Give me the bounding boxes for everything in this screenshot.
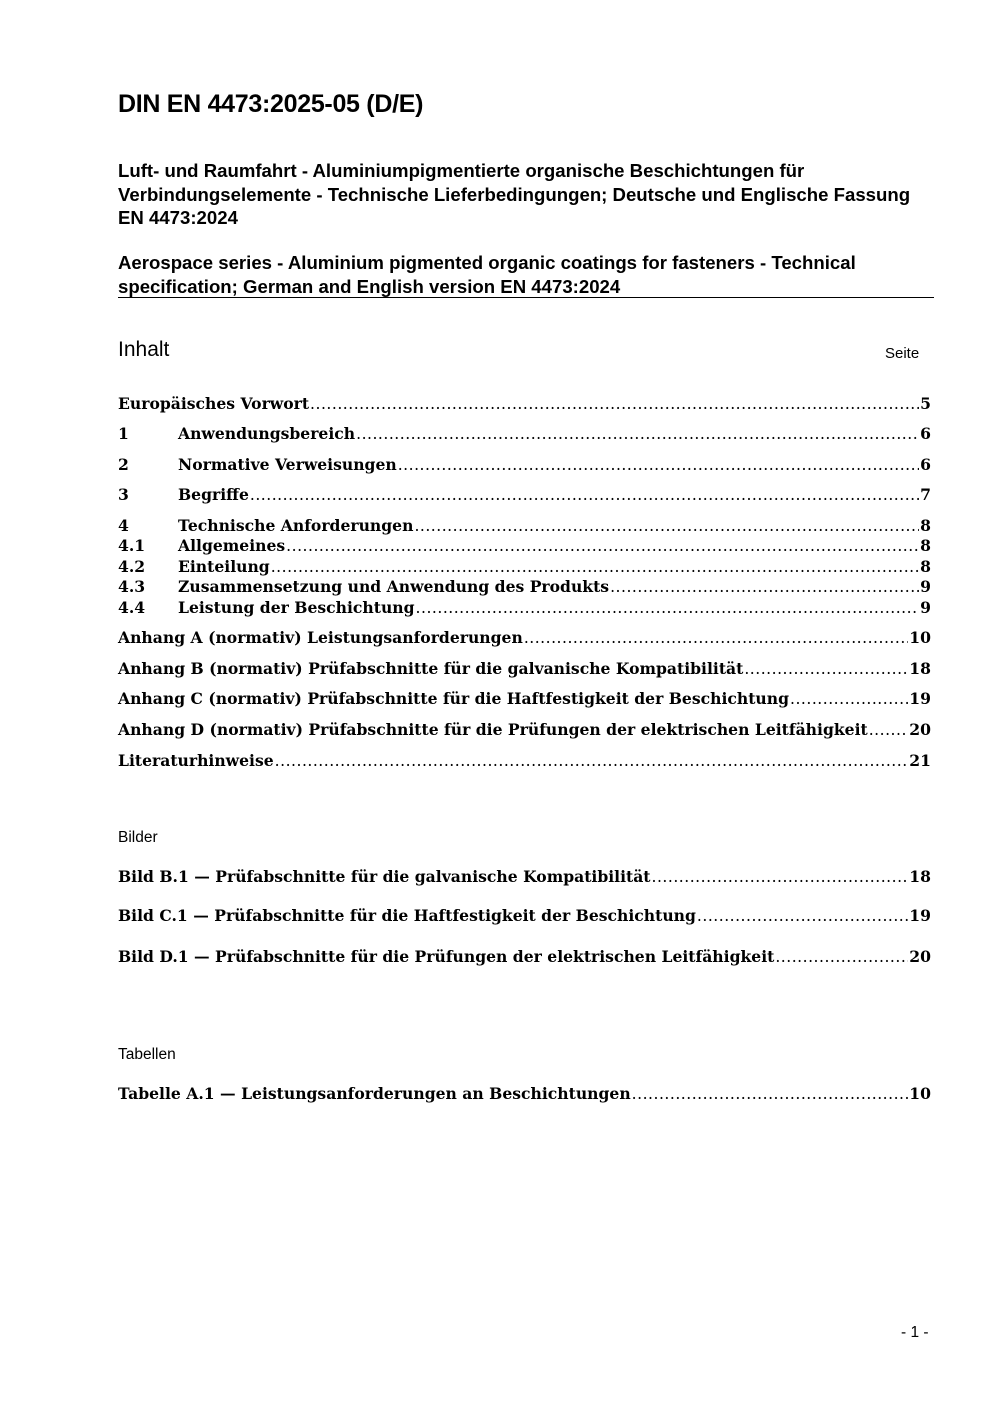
toc-entry[interactable]	[118, 628, 931, 649]
toc-leader	[652, 868, 909, 886]
figure-entry[interactable]	[118, 906, 931, 927]
title-german: Luft- und Raumfahrt - Aluminiumpigmentierte organische Beschichtungen für Verbindungselemente - Technische Lieferbedingungen; Deutsche und Englische Fassung EN 4473:2024	[118, 160, 911, 228]
toc-entry-page: 8	[920, 557, 931, 576]
toc-entry[interactable]	[118, 455, 931, 476]
title-divider	[118, 297, 934, 298]
toc-entry-title: Normative Verweisungen	[178, 455, 397, 474]
toc-leader	[398, 456, 919, 474]
toc-entry[interactable]	[118, 689, 931, 710]
figure-entry-title: Bild B.1 — Prüfabschnitte für die galvanische Kompatibilität	[118, 867, 651, 886]
table-entry-title: Tabelle A.1 — Leistungsanforderungen an Beschichtungen	[118, 1084, 631, 1103]
toc-leader	[869, 721, 909, 739]
document-id: DIN EN 4473:2025-05 (D/E)	[118, 90, 424, 118]
toc-entry-number: 4.4	[118, 598, 146, 617]
toc-entry-title: Technische Anforderungen	[178, 516, 414, 535]
toc-entry-title: Einteilung	[178, 557, 270, 576]
toc-entry-title: Zusammensetzung und Anwendung des Produkts	[178, 577, 610, 596]
toc-leader	[356, 425, 919, 443]
toc-entry-number: 4.2	[118, 557, 146, 576]
toc-entry-title: Anwendungsbereich	[178, 424, 356, 443]
toc-entry[interactable]	[118, 720, 931, 741]
toc-entry-title: Begriffe	[178, 485, 249, 504]
toc-entry[interactable]	[118, 557, 931, 578]
toc-entry[interactable]	[118, 577, 931, 598]
toc-entry-title: Allgemeines	[178, 536, 286, 555]
toc-entry-page: 8	[920, 516, 931, 535]
toc-entry-page: 7	[920, 485, 931, 504]
toc-entry[interactable]	[118, 516, 931, 537]
figures-heading: Bilder	[118, 829, 158, 846]
figure-entry-page: 20	[909, 947, 931, 966]
toc-entry[interactable]	[118, 659, 931, 680]
toc-entry-page: 5	[920, 394, 931, 413]
toc-entry-number: 4.1	[118, 536, 146, 555]
toc-leader	[414, 517, 919, 535]
toc-entry[interactable]	[118, 394, 931, 415]
toc-leader	[286, 537, 919, 555]
toc-leader	[610, 578, 919, 596]
toc-leader	[271, 558, 919, 576]
toc-entry-title: Anhang D (normativ) Prüfabschnitte für die Prüfungen der elektrischen Leitfähigkeit	[118, 720, 868, 739]
toc-entry-page: 6	[920, 424, 931, 443]
toc-entry-page: 9	[920, 598, 931, 617]
toc-leader	[744, 660, 908, 678]
toc-entry[interactable]	[118, 598, 931, 619]
toc-entry-page: 8	[920, 536, 931, 555]
table-entry[interactable]	[118, 1084, 931, 1105]
toc-leader	[790, 690, 908, 708]
toc-leader	[632, 1085, 909, 1103]
toc-entry[interactable]	[118, 536, 931, 557]
toc-leader	[275, 752, 909, 770]
toc-entry-title: Anhang A (normativ) Leistungsanforderungen	[118, 628, 523, 647]
toc-leader	[524, 629, 908, 647]
toc-entry-page: 6	[920, 455, 931, 474]
toc-leader	[775, 948, 908, 966]
page-number: - 1 -	[901, 1324, 929, 1341]
toc-entry[interactable]	[118, 751, 931, 772]
toc-entry-page: 19	[909, 689, 931, 708]
toc-leader	[250, 486, 919, 504]
toc-leader	[416, 599, 920, 617]
toc-entry-page: 20	[909, 720, 931, 739]
toc-entry-title: Anhang C (normativ) Prüfabschnitte für die Haftfestigkeit der Beschichtung	[118, 689, 789, 708]
tables-heading: Tabellen	[118, 1046, 176, 1063]
toc-entry-page: 21	[909, 751, 931, 770]
toc-leader	[310, 395, 919, 413]
toc-entry-number: 4.3	[118, 577, 146, 596]
toc-entry-number: 1	[118, 424, 129, 443]
toc-heading: Inhalt	[118, 338, 170, 361]
toc-entry-number: 3	[118, 485, 129, 504]
figure-entry-page: 19	[909, 906, 931, 925]
page-column-label: Seite	[885, 345, 920, 362]
toc-entry-title: Literaturhinweise	[118, 751, 274, 770]
toc-entry-number: 4	[118, 516, 129, 535]
toc-entry-title: Leistung der Beschichtung	[178, 598, 415, 617]
toc-entry[interactable]	[118, 485, 931, 506]
figure-entry-title: Bild C.1 — Prüfabschnitte für die Haftfestigkeit der Beschichtung	[118, 906, 696, 925]
toc-entry-page: 18	[909, 659, 931, 678]
toc-entry-page: 10	[909, 628, 931, 647]
toc-entry-page: 9	[920, 577, 931, 596]
toc-leader	[697, 907, 908, 925]
title-english: Aerospace series - Aluminium pigmented organic coatings for fasteners - Technical specification; German and English version EN 4473:2024	[118, 252, 856, 297]
toc-entry-title: Anhang B (normativ) Prüfabschnitte für die galvanische Kompatibilität	[118, 659, 744, 678]
toc-entry-number: 2	[118, 455, 129, 474]
figure-entry[interactable]	[118, 867, 931, 888]
toc-entry[interactable]	[118, 424, 931, 445]
table-entry-page: 10	[909, 1084, 931, 1103]
figure-entry-title: Bild D.1 — Prüfabschnitte für die Prüfungen der elektrischen Leitfähigkeit	[118, 947, 775, 966]
toc-entry-title: Europäisches Vorwort	[118, 394, 310, 413]
figure-entry-page: 18	[909, 867, 931, 886]
figure-entry[interactable]	[118, 947, 931, 968]
